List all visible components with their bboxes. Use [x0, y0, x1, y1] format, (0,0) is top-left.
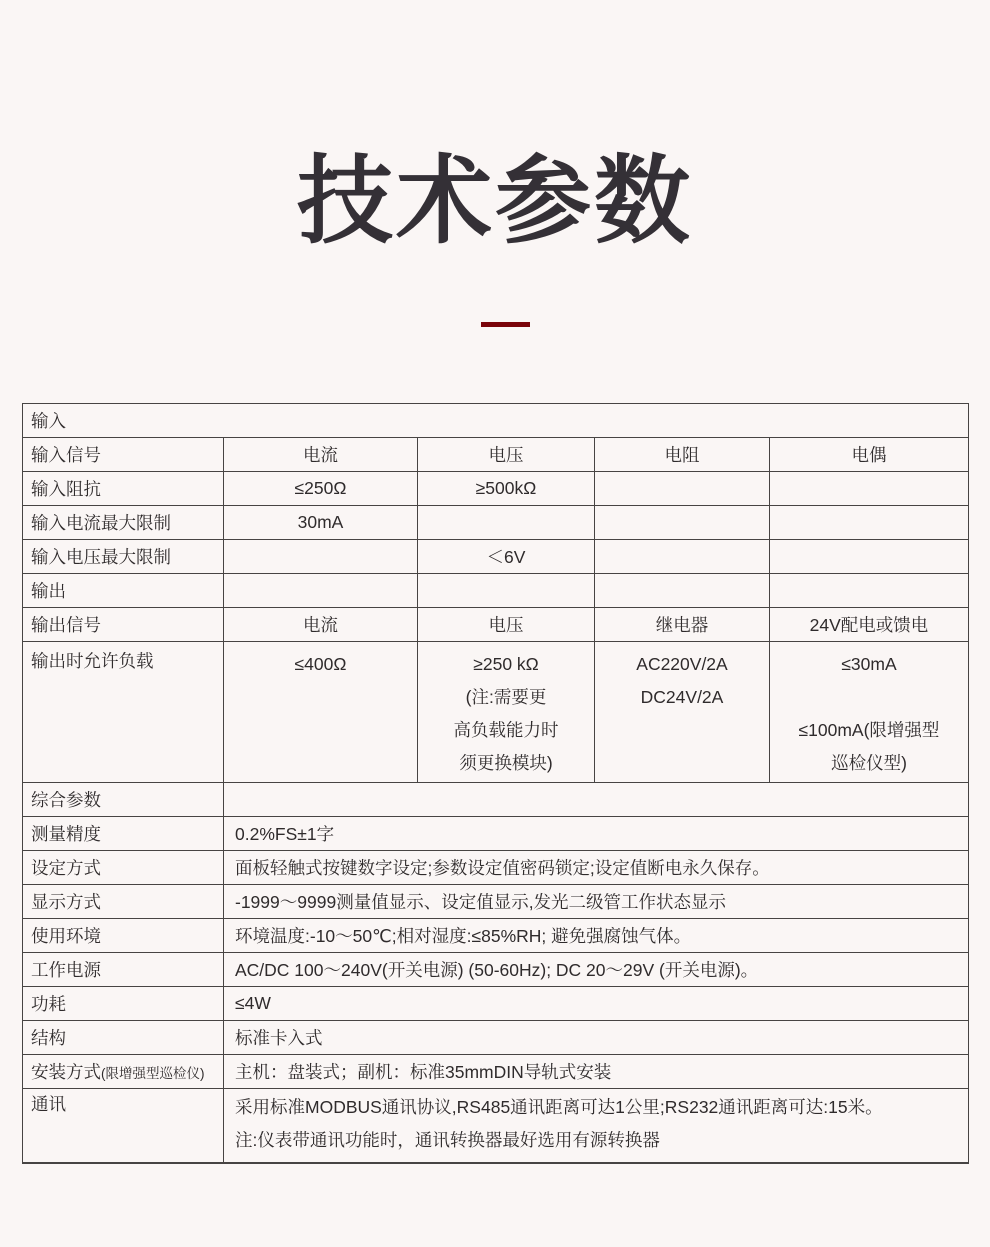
spec-cell: 面板轻触式按键数字设定;参数设定值密码锁定;设定值断电永久保存。	[224, 851, 969, 885]
page-title: 技术参数	[297, 148, 693, 255]
row-label: 输入阻抗	[23, 472, 224, 506]
row-label: 输入电流最大限制	[23, 506, 224, 540]
row-label: 输出时允许负载	[23, 642, 224, 783]
row-label: 测量精度	[23, 817, 224, 851]
title-divider	[481, 322, 530, 327]
cell-line: 高负载能力时	[453, 720, 559, 740]
cell-line: (注:需要更	[465, 687, 547, 707]
spec-cell	[224, 574, 418, 608]
cell-line: DC24V/2A	[640, 687, 724, 707]
row-label: 输出信号	[23, 608, 224, 642]
spec-cell	[595, 642, 770, 783]
cell-line: ≤30mA	[841, 654, 897, 674]
cell-line: ≤100mA(限增强型	[798, 720, 940, 740]
spec-cell: 标准卡入式	[224, 1021, 969, 1055]
cell-line: AC220V/2A	[636, 654, 728, 674]
cell-line: ≥250 kΩ	[473, 654, 539, 674]
spec-cell: 环境温度:-10～50℃;相对湿度:≤85%RH; 避免强腐蚀气体。	[224, 919, 969, 953]
row-max-input-current	[23, 506, 969, 540]
spec-cell: 电偶	[770, 438, 969, 472]
spec-cell	[418, 642, 595, 783]
row-accuracy	[23, 817, 969, 851]
row-label: 使用环境	[23, 919, 224, 953]
spec-cell: ≤4W	[224, 987, 969, 1021]
cell-line: 注:仪表带通讯功能时，通讯转换器最好选用有源转换器	[235, 1130, 660, 1150]
row-display-method	[23, 885, 969, 919]
spec-cell: ＜6V	[418, 540, 595, 574]
row-label: 输出	[23, 574, 224, 608]
row-label-note: (限增强型巡检仪)	[101, 1066, 205, 1081]
spec-cell: 电压	[418, 608, 595, 642]
spec-cell	[224, 1089, 969, 1163]
spec-table	[22, 403, 969, 1164]
row-general-params	[23, 783, 969, 817]
row-output-signal	[23, 608, 969, 642]
spec-cell: -1999～9999测量值显示、设定值显示,发光二级管工作状态显示	[224, 885, 969, 919]
row-structure	[23, 1021, 969, 1055]
row-label: 综合参数	[23, 783, 224, 817]
row-label: 通讯	[23, 1089, 224, 1163]
row-input-section	[23, 404, 969, 438]
spec-cell: 24V配电或馈电	[770, 608, 969, 642]
row-output-section	[23, 574, 969, 608]
row-label: 工作电源	[23, 953, 224, 987]
spec-cell	[770, 642, 969, 783]
spec-cell: 主机：盘装式；副机：标准35mmDIN导轨式安装	[224, 1055, 969, 1089]
spec-cell	[224, 642, 418, 783]
spec-cell: 0.2%FS±1字	[224, 817, 969, 851]
spec-cell	[224, 540, 418, 574]
spec-cell	[418, 574, 595, 608]
row-label: 结构	[23, 1021, 224, 1055]
row-label: 设定方式	[23, 851, 224, 885]
spec-cell	[595, 506, 770, 540]
row-power-supply	[23, 953, 969, 987]
spec-cell	[224, 783, 969, 817]
spec-cell: ≥500kΩ	[418, 472, 595, 506]
spec-cell: 电压	[418, 438, 595, 472]
spec-cell: ≤250Ω	[224, 472, 418, 506]
spec-cell: AC/DC 100～240V(开关电源) (50-60Hz); DC 20～29V (开关电源)。	[224, 953, 969, 987]
row-label: 输入信号	[23, 438, 224, 472]
spec-cell	[595, 540, 770, 574]
spec-cell: 30mA	[224, 506, 418, 540]
row-label: 输入	[23, 404, 969, 438]
spec-cell	[595, 574, 770, 608]
spec-cell: 电阻	[595, 438, 770, 472]
row-input-impedance	[23, 472, 969, 506]
spec-cell: 继电器	[595, 608, 770, 642]
row-setting-method	[23, 851, 969, 885]
spec-cell	[770, 540, 969, 574]
row-max-input-voltage	[23, 540, 969, 574]
cell-line	[776, 681, 962, 714]
cell-line: 须更换模块)	[459, 753, 553, 773]
row-label	[23, 1055, 224, 1089]
row-input-signal	[23, 438, 969, 472]
cell-line: 巡检仪型)	[831, 753, 907, 773]
spec-cell	[595, 472, 770, 506]
row-label-text: 安装方式	[31, 1062, 101, 1082]
row-label: 输入电压最大限制	[23, 540, 224, 574]
spec-cell	[770, 506, 969, 540]
row-output-load	[23, 642, 969, 783]
cell-line: ≤400Ω	[294, 654, 347, 674]
row-communication	[23, 1089, 969, 1163]
spec-cell	[770, 472, 969, 506]
row-mounting	[23, 1055, 969, 1089]
cell-line: 采用标准MODBUS通讯协议,RS485通讯距离可达1公里;RS232通讯距离可达:15米。	[235, 1097, 883, 1117]
spec-cell	[418, 506, 595, 540]
row-label: 显示方式	[23, 885, 224, 919]
row-power-consumption	[23, 987, 969, 1021]
row-operating-environment	[23, 919, 969, 953]
row-label: 功耗	[23, 987, 224, 1021]
spec-cell: 电流	[224, 608, 418, 642]
spec-cell	[770, 574, 969, 608]
spec-cell: 电流	[224, 438, 418, 472]
